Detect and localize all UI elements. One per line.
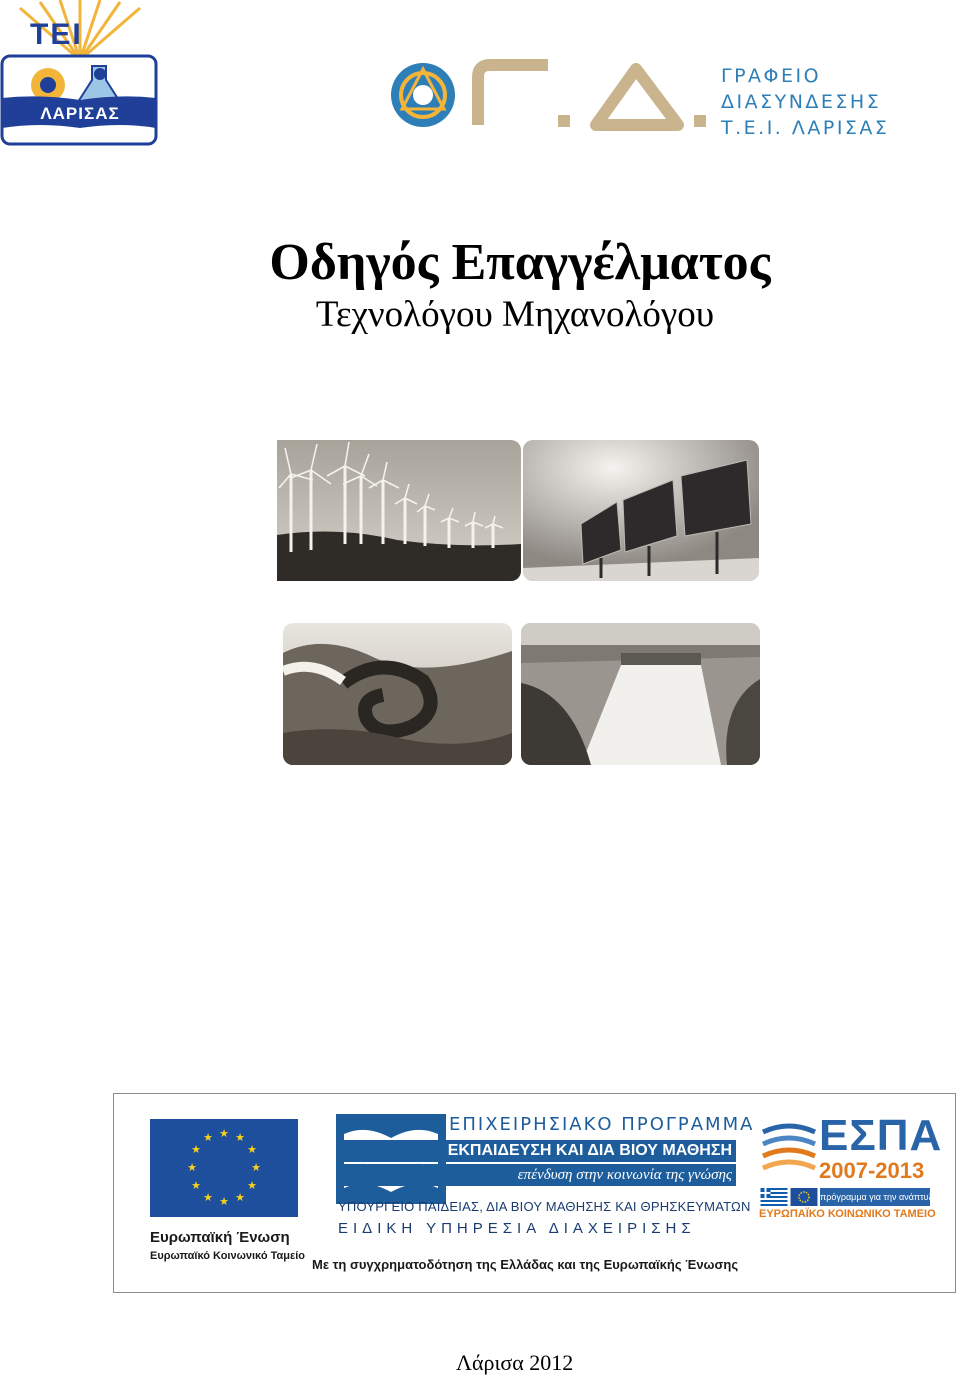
ministry-name: ΥΠΟΥΡΓΕΙΟ ΠΑΙΔΕΙΑΣ, ΔΙΑ ΒΙΟΥ ΜΑΘΗΣΗΣ ΚΑΙ ΘΡΗΣΚΕΥΜΑΤΩΝ [338, 1199, 751, 1214]
espa-slogan: πρόγραμμα για την ανάπτυξη [820, 1188, 930, 1206]
place-and-date: Λάρισα 2012 [456, 1350, 574, 1375]
svg-text:★: ★ [191, 1143, 201, 1156]
ocean-wave-photo [283, 623, 512, 765]
svg-text:★: ★ [219, 1195, 229, 1208]
programme-title: ΕΠΙΧΕΙΡΗΣΙΑΚΟ ΠΡΟΓΡΑΜΜΑ [449, 1114, 755, 1135]
document-subtitle: Τεχνολόγου Μηχανολόγου [315, 294, 715, 335]
eu-fund: Ευρωπαϊκό Κοινωνικό Ταμείο [150, 1250, 305, 1262]
liaison-office-logo [388, 55, 958, 139]
svg-text:★: ★ [187, 1161, 197, 1174]
liaison-office-line-1: ΓΡΑΦΕΙΟ [721, 65, 822, 87]
svg-text:★: ★ [191, 1179, 201, 1192]
cofunding-statement: Με τη συγχρηματοδότηση της Ελλάδας και της Ευρωπαϊκής Ένωσης [312, 1257, 739, 1272]
tei-logo-letters: ΤΕΙ [30, 18, 83, 51]
eu-mini-flag-icon [790, 1188, 818, 1206]
svg-text:★: ★ [235, 1191, 245, 1204]
espa-fund: ΕΥΡΩΠΑΪΚΟ ΚΟΙΝΩΝΙΚΟ ΤΑΜΕΙΟ [759, 1208, 936, 1220]
solar-panels-photo [523, 440, 759, 581]
programme-slogan: επένδυση στην κοινωνία της γνώσης [336, 1164, 736, 1186]
espa-years: 2007-2013 [819, 1158, 925, 1183]
svg-text:★: ★ [203, 1131, 213, 1144]
tei-larisa-logo [0, 0, 160, 150]
liaison-office-monogram [388, 55, 718, 135]
svg-text:★: ★ [203, 1191, 213, 1204]
liaison-office-line-2: ΔΙΑΣΥΝΔΕΣΗΣ [721, 91, 882, 113]
svg-text:★: ★ [219, 1127, 229, 1140]
document-title: Οδηγός Επαγγέλματος [269, 234, 771, 291]
eu-name: Ευρωπαϊκή Ένωση [150, 1229, 290, 1246]
svg-text:★: ★ [247, 1143, 257, 1156]
eu-flag-icon [150, 1119, 298, 1217]
tei-logo-city: ΛΑΡΙΣΑΣ [40, 104, 120, 123]
svg-text:★: ★ [251, 1161, 261, 1174]
svg-text:★: ★ [235, 1131, 245, 1144]
espa-waves-icon [759, 1118, 819, 1178]
wind-turbines-photo [277, 440, 521, 581]
greek-flag-icon [760, 1188, 788, 1206]
liaison-office-name [721, 63, 889, 141]
svg-text:★: ★ [247, 1179, 257, 1192]
espa-name: ΕΣΠΑ [819, 1111, 943, 1160]
sponsor-banner [113, 1093, 956, 1293]
hydroelectric-dam-photo [521, 623, 760, 765]
programme-subtitle: ΕΚΠΑΙΔΕΥΣΗ ΚΑΙ ΔΙΑ ΒΙΟΥ ΜΑΘΗΣΗ [336, 1140, 736, 1162]
liaison-office-line-3: Τ.Ε.Ι. ΛΑΡΙΣΑΣ [721, 117, 890, 139]
managing-authority: ΕΙΔΙΚΗ ΥΠΗΡΕΣΙΑ ΔΙΑΧΕΙΡΙΣΗΣ [338, 1220, 696, 1237]
